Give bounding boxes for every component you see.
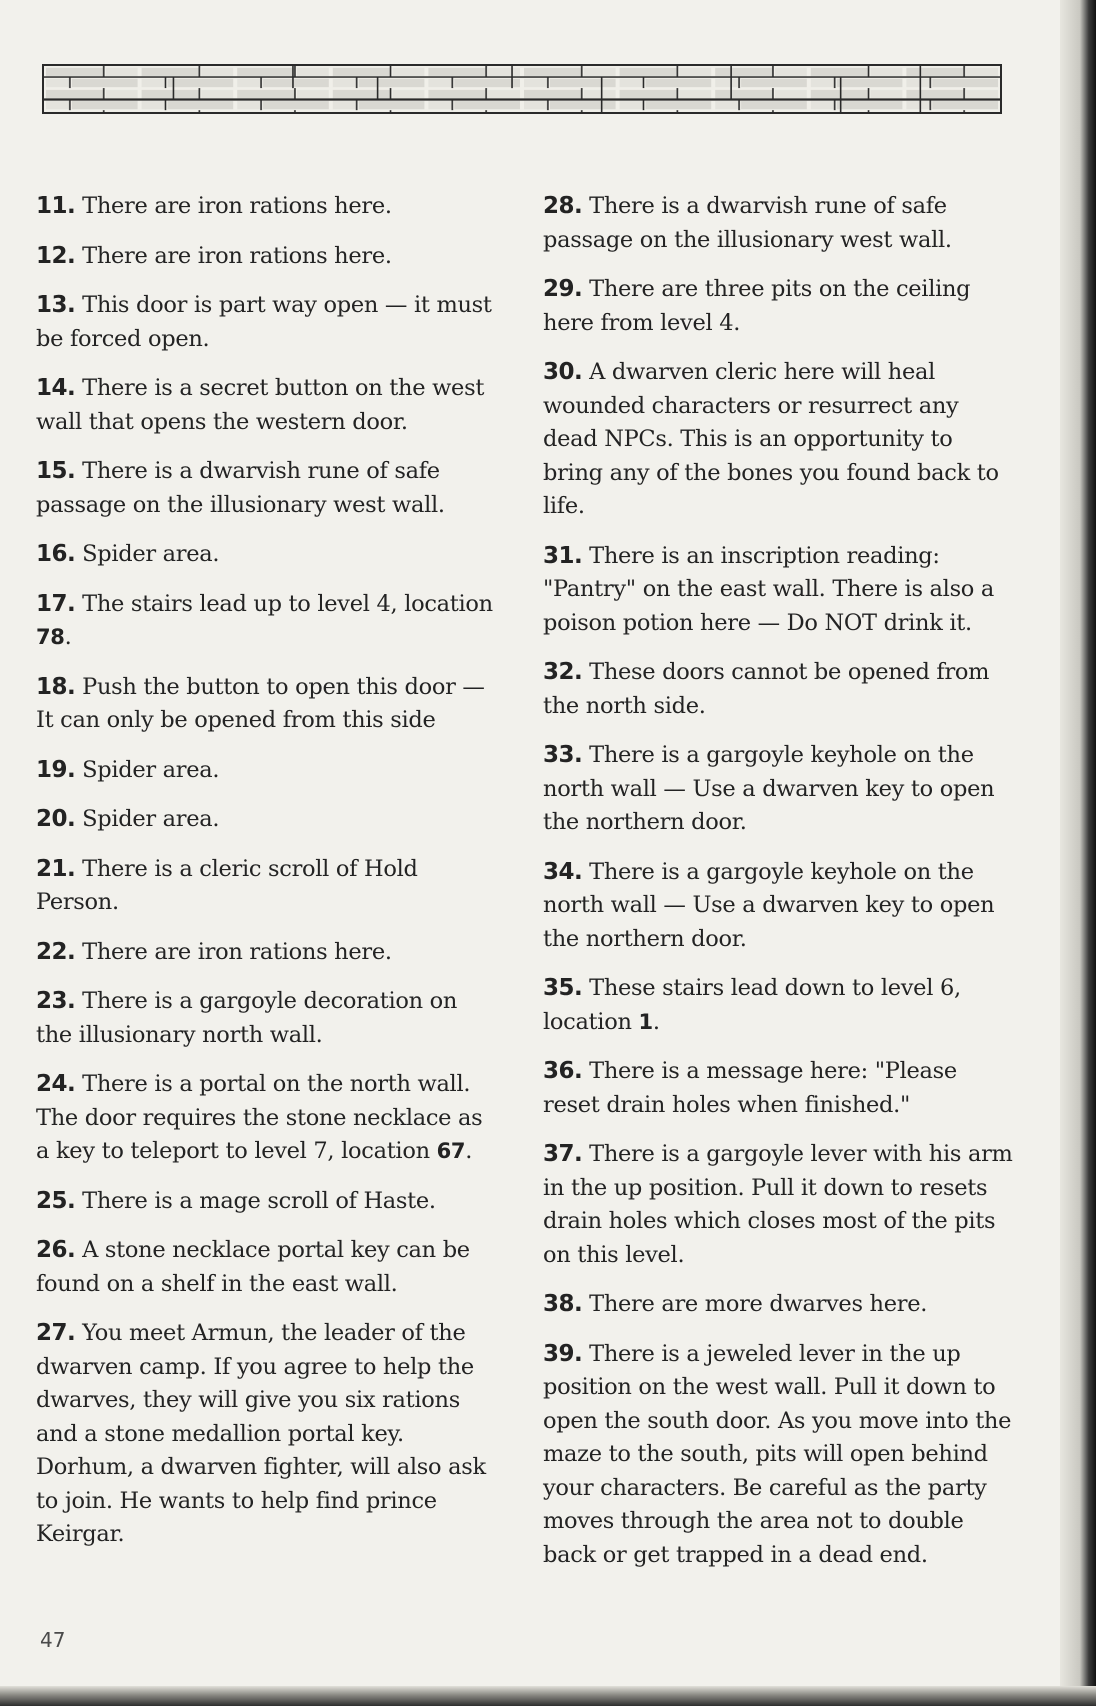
location-entry — [36, 853, 496, 920]
location-description: There is a portal on the north wall. The door requires the stone necklace as a key to teleport to level 7, location — [36, 1071, 483, 1164]
location-entry — [36, 538, 496, 572]
location-description: There is a mage scroll of Haste. — [82, 1187, 436, 1214]
location-number: 20. — [36, 806, 76, 832]
location-entry — [36, 1317, 496, 1552]
location-description: There are more dwarves here. — [589, 1291, 928, 1317]
location-description: This door is part way open — it must be forced open. — [36, 292, 492, 352]
location-entry — [36, 671, 496, 738]
location-number: 35. — [543, 975, 583, 1001]
location-description: There is a gargoyle lever with his arm in the up position. Pull it down to resets drain holes which closes most of the pits on this level. — [543, 1141, 1013, 1268]
location-number: 31. — [543, 542, 583, 569]
location-entry — [36, 240, 496, 274]
location-description: Push the button to open this door — It can only be opened from this side — [36, 673, 485, 733]
location-number: 18. — [36, 673, 76, 700]
location-description: These stairs lead down to level 6, location — [543, 975, 961, 1035]
location-number: 34. — [543, 858, 583, 885]
page-number: 47 — [40, 1628, 66, 1652]
location-description: A dwarven cleric here will heal wounded characters or resurrect any dead NPCs. This is an opportunity to bring any of the bones you found back to life. — [543, 359, 999, 519]
location-reference: 78 — [36, 625, 65, 649]
location-entry — [543, 1288, 1013, 1322]
location-entry — [543, 356, 1013, 524]
location-number: 22. — [36, 938, 76, 965]
location-number: 30. — [543, 359, 583, 385]
location-description: There is a dwarvish rune of safe passage on the illusionary west wall. — [543, 193, 952, 253]
location-description: Spider area. — [82, 541, 220, 567]
location-number: 21. — [36, 855, 76, 882]
location-entry — [36, 1185, 496, 1219]
location-entry — [36, 372, 496, 439]
location-entry — [36, 1234, 496, 1301]
trailing-punctuation: . — [64, 624, 72, 650]
location-entry — [36, 588, 496, 655]
location-number: 25. — [36, 1187, 76, 1214]
location-number: 37. — [543, 1141, 583, 1167]
location-entry — [36, 803, 496, 837]
location-number: 24. — [36, 1071, 76, 1097]
location-description: There is a cleric scroll of Hold Person. — [36, 855, 418, 915]
bottom-edge-shadow — [0, 1686, 1096, 1706]
location-description: The stairs lead up to level 4, location — [82, 590, 493, 617]
trailing-punctuation: . — [652, 1008, 660, 1035]
location-entry — [543, 540, 1013, 641]
location-description: There is an inscription reading: "Pantry" on the east wall. There is also a poison potion here — Do NOT drink it. — [543, 542, 995, 636]
location-entry — [543, 739, 1013, 840]
location-description: There is a gargoyle decoration on the illusionary north wall. — [36, 988, 458, 1048]
location-entry — [543, 656, 1013, 723]
location-description: There is a message here: "Please reset drain holes when finished." — [543, 1058, 957, 1118]
location-entry — [36, 754, 496, 788]
location-entry — [36, 190, 496, 224]
location-entry — [36, 455, 496, 522]
location-number: 28. — [543, 193, 583, 219]
location-description: There is a secret button on the west wall that opens the western door. — [36, 375, 485, 435]
location-reference: 67 — [436, 1139, 466, 1163]
location-description: A stone necklace portal key can be found on a shelf in the east wall. — [36, 1237, 470, 1297]
location-description: There are three pits on the ceiling here from level 4. — [543, 276, 971, 336]
location-number: 29. — [543, 276, 583, 302]
location-reference: 1 — [638, 1009, 653, 1034]
location-number: 32. — [543, 659, 583, 685]
location-entry — [543, 972, 1013, 1039]
right-column — [543, 190, 1013, 1588]
trailing-punctuation: . — [465, 1138, 473, 1164]
location-description: There is a jeweled lever in the up position on the west wall. Pull it down to open the south door. As you move into the maze to the south, pits will open behind your characters. Be careful as the party moves through the area not to double back or get trapped in a dead end. — [543, 1340, 1012, 1568]
location-description: You meet Armun, the leader of the dwarven camp. If you agree to help the dwarves, they will give you six rations and a stone medallion portal key. Dorhum, a dwarven fighter, will also ask to join. He wants to help find prince Keirgar. — [36, 1320, 486, 1547]
location-description: These doors cannot be opened from the north side. — [543, 659, 990, 719]
location-number: 17. — [36, 590, 76, 617]
left-column — [36, 190, 496, 1568]
location-entry — [543, 273, 1013, 340]
location-entry — [36, 289, 496, 356]
location-number: 11. — [36, 193, 76, 219]
stone-wall-banner — [42, 64, 1002, 114]
location-number: 23. — [36, 988, 76, 1014]
location-number: 33. — [543, 742, 583, 768]
location-number: 36. — [543, 1058, 583, 1084]
location-number: 14. — [36, 375, 76, 401]
location-entry — [36, 1068, 496, 1169]
location-description: There are iron rations here. — [82, 242, 392, 269]
location-entry — [36, 985, 496, 1052]
location-number: 38. — [543, 1291, 583, 1317]
location-description: There are iron rations here. — [82, 938, 392, 965]
location-description: There are iron rations here. — [82, 193, 392, 219]
location-entry — [543, 190, 1013, 257]
location-number: 16. — [36, 541, 76, 567]
location-number: 39. — [543, 1340, 583, 1367]
brick-pattern-icon — [44, 66, 1000, 112]
location-number: 12. — [36, 242, 76, 269]
location-number: 13. — [36, 292, 76, 318]
binding-shadow — [1060, 0, 1096, 1706]
location-description: Spider area. — [82, 806, 220, 832]
location-entry — [543, 856, 1013, 957]
location-number: 15. — [36, 458, 76, 484]
location-entry — [543, 1138, 1013, 1272]
location-entry — [36, 936, 496, 970]
location-number: 26. — [36, 1237, 76, 1263]
location-number: 19. — [36, 756, 76, 783]
location-description: There is a dwarvish rune of safe passage on the illusionary west wall. — [36, 458, 445, 518]
location-description: There is a gargoyle keyhole on the north wall — Use a dwarven key to open the northern door. — [543, 858, 995, 952]
location-entry — [543, 1338, 1013, 1573]
location-description: Spider area. — [82, 756, 220, 783]
location-number: 27. — [36, 1320, 76, 1346]
location-entry — [543, 1055, 1013, 1122]
location-description: There is a gargoyle keyhole on the north wall — Use a dwarven key to open the northern door. — [543, 742, 995, 835]
